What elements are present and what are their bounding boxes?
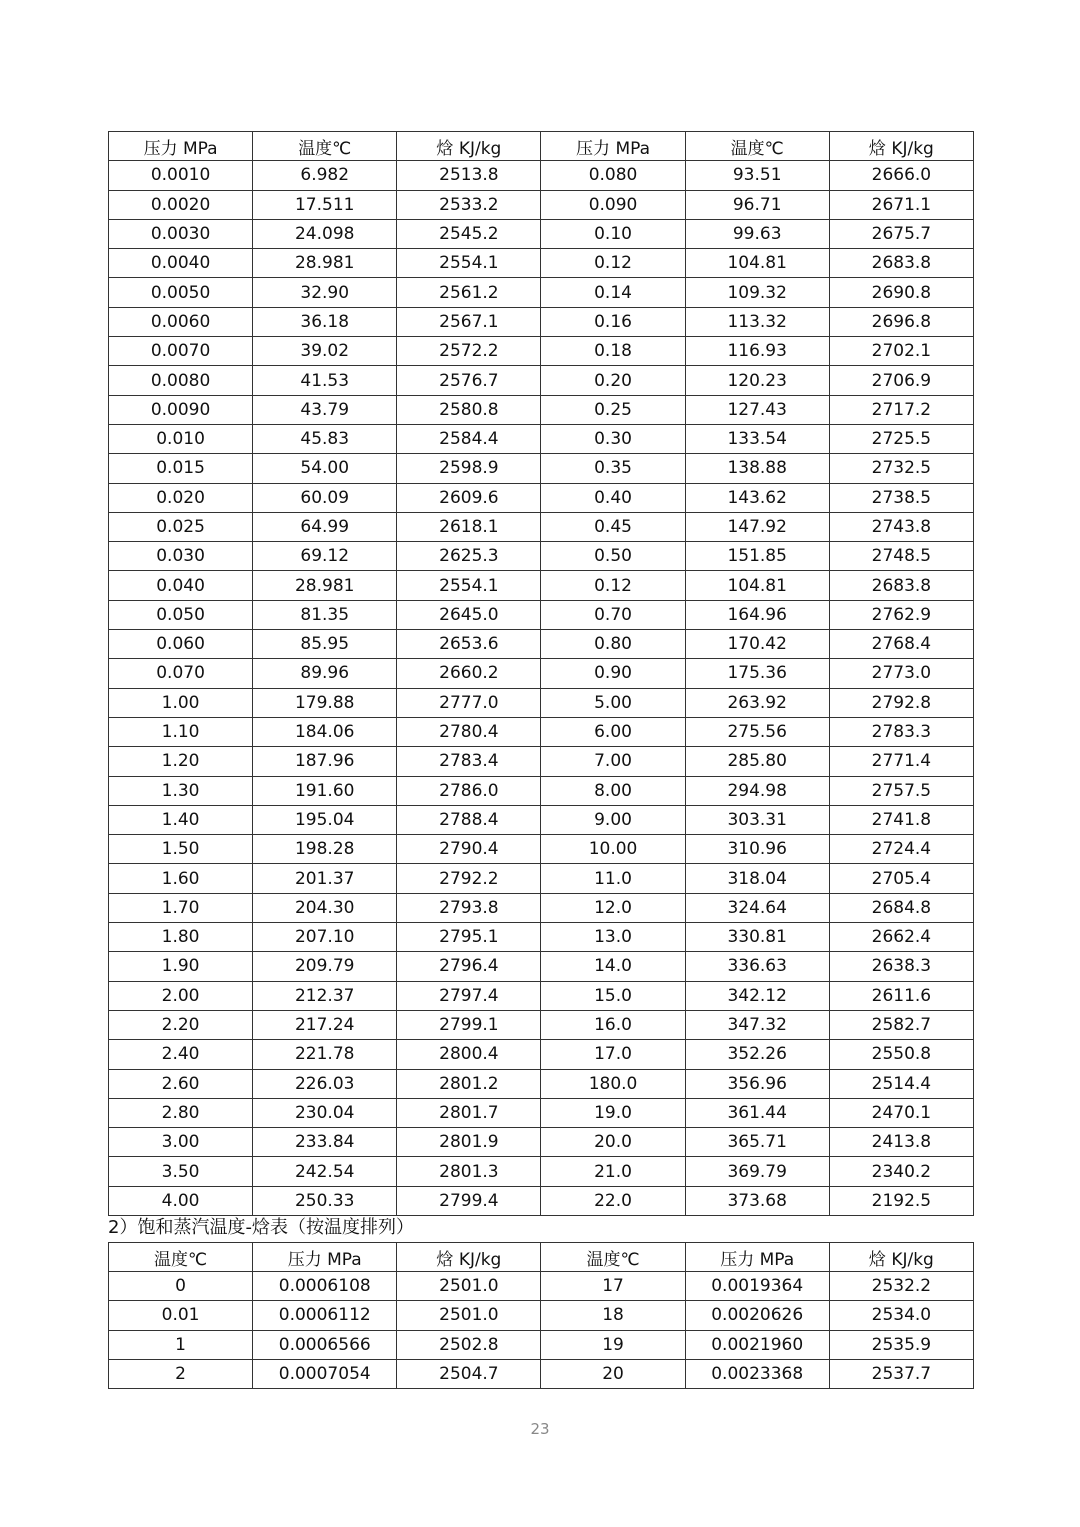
table-cell: 2683.8 — [829, 249, 973, 278]
table-cell: 0.90 — [541, 659, 685, 688]
table-cell: 0.090 — [541, 190, 685, 219]
table-cell: 0.20 — [541, 366, 685, 395]
table-row — [109, 1098, 974, 1127]
table-cell: 93.51 — [685, 161, 829, 190]
table-cell: 0.70 — [541, 600, 685, 629]
table-cell: 212.37 — [253, 981, 397, 1010]
column-header: 温度℃ — [685, 132, 829, 161]
table-cell: 1.70 — [109, 893, 253, 922]
table-cell: 2.20 — [109, 1010, 253, 1039]
table-row — [109, 600, 974, 629]
table-cell: 207.10 — [253, 923, 397, 952]
table-cell: 96.71 — [685, 190, 829, 219]
table-cell: 2706.9 — [829, 366, 973, 395]
table-cell: 2800.4 — [397, 1040, 541, 1069]
table-cell: 16.0 — [541, 1010, 685, 1039]
table-cell: 242.54 — [253, 1157, 397, 1186]
table-cell: 2732.5 — [829, 454, 973, 483]
table-cell: 17.0 — [541, 1040, 685, 1069]
table-cell: 0.0020 — [109, 190, 253, 219]
table-cell: 2 — [109, 1359, 253, 1388]
table-cell: 19.0 — [541, 1098, 685, 1127]
table-cell: 191.60 — [253, 776, 397, 805]
table-cell: 198.28 — [253, 835, 397, 864]
table-row — [109, 571, 974, 600]
table-cell: 2580.8 — [397, 395, 541, 424]
table-cell: 2773.0 — [829, 659, 973, 688]
table-cell: 22.0 — [541, 1186, 685, 1215]
table-cell: 2792.8 — [829, 688, 973, 717]
table-cell: 0.015 — [109, 454, 253, 483]
table-cell: 336.63 — [685, 952, 829, 981]
table-row — [109, 219, 974, 248]
table-row — [109, 1157, 974, 1186]
table-cell: 69.12 — [253, 542, 397, 571]
table-cell: 13.0 — [541, 923, 685, 952]
table-cell: 7.00 — [541, 747, 685, 776]
table-row — [109, 483, 974, 512]
table-cell: 0.0040 — [109, 249, 253, 278]
table-cell: 2554.1 — [397, 249, 541, 278]
table-cell: 1.40 — [109, 805, 253, 834]
table-cell: 2550.8 — [829, 1040, 973, 1069]
table-cell: 1.30 — [109, 776, 253, 805]
table-row — [109, 981, 974, 1010]
table-cell: 2598.9 — [397, 454, 541, 483]
column-header: 焓 KJ/kg — [397, 132, 541, 161]
table-cell: 0.020 — [109, 483, 253, 512]
column-header: 温度℃ — [253, 132, 397, 161]
table-cell: 2513.8 — [397, 161, 541, 190]
table-cell: 147.92 — [685, 512, 829, 541]
table-cell: 1.50 — [109, 835, 253, 864]
table-cell: 0.12 — [541, 571, 685, 600]
table-cell: 3.00 — [109, 1128, 253, 1157]
column-header: 压力 MPa — [109, 132, 253, 161]
table-row — [109, 630, 974, 659]
table-cell: 0.50 — [541, 542, 685, 571]
column-header: 焓 KJ/kg — [829, 132, 973, 161]
table-cell: 0.0010 — [109, 161, 253, 190]
table-cell: 275.56 — [685, 717, 829, 746]
table-cell: 2762.9 — [829, 600, 973, 629]
table-cell: 1.80 — [109, 923, 253, 952]
table-cell: 81.35 — [253, 600, 397, 629]
table-cell: 2780.4 — [397, 717, 541, 746]
table-cell: 0.0050 — [109, 278, 253, 307]
table-cell: 303.31 — [685, 805, 829, 834]
table-cell: 2.40 — [109, 1040, 253, 1069]
table-cell: 17 — [541, 1272, 685, 1301]
table-cell: 184.06 — [253, 717, 397, 746]
table-cell: 0.01 — [109, 1301, 253, 1330]
table-cell: 0 — [109, 1272, 253, 1301]
table-row — [109, 893, 974, 922]
table-row — [109, 424, 974, 453]
header-row — [109, 1243, 974, 1272]
table-row — [109, 688, 974, 717]
table-cell: 2504.7 — [397, 1359, 541, 1388]
table-cell: 2537.7 — [829, 1359, 973, 1388]
table-cell: 0.0090 — [109, 395, 253, 424]
table-cell: 15.0 — [541, 981, 685, 1010]
table-cell: 2660.2 — [397, 659, 541, 688]
table-cell: 2625.3 — [397, 542, 541, 571]
table-cell: 2738.5 — [829, 483, 973, 512]
table-cell: 324.64 — [685, 893, 829, 922]
table-cell: 2340.2 — [829, 1157, 973, 1186]
table-cell: 209.79 — [253, 952, 397, 981]
table-cell: 120.23 — [685, 366, 829, 395]
table-row — [109, 161, 974, 190]
table-cell: 2.00 — [109, 981, 253, 1010]
table-cell: 2748.5 — [829, 542, 973, 571]
table-cell: 2192.5 — [829, 1186, 973, 1215]
table-cell: 285.80 — [685, 747, 829, 776]
table-row — [109, 366, 974, 395]
table-cell: 1.60 — [109, 864, 253, 893]
table-cell: 2786.0 — [397, 776, 541, 805]
table-cell: 0.080 — [541, 161, 685, 190]
table-cell: 2653.6 — [397, 630, 541, 659]
table-cell: 2618.1 — [397, 512, 541, 541]
table-row — [109, 1186, 974, 1215]
table-cell: 28.981 — [253, 249, 397, 278]
table-cell: 0.80 — [541, 630, 685, 659]
table-cell: 32.90 — [253, 278, 397, 307]
table-cell: 0.30 — [541, 424, 685, 453]
table-cell: 180.0 — [541, 1069, 685, 1098]
table-cell: 217.24 — [253, 1010, 397, 1039]
table-cell: 2501.0 — [397, 1301, 541, 1330]
table-cell: 250.33 — [253, 1186, 397, 1215]
table-cell: 347.32 — [685, 1010, 829, 1039]
table-row — [109, 923, 974, 952]
table-cell: 2683.8 — [829, 571, 973, 600]
table-cell: 204.30 — [253, 893, 397, 922]
table-row — [109, 776, 974, 805]
table-cell: 2792.2 — [397, 864, 541, 893]
table-cell: 226.03 — [253, 1069, 397, 1098]
table-cell: 2561.2 — [397, 278, 541, 307]
table-cell: 356.96 — [685, 1069, 829, 1098]
table-row — [109, 1330, 974, 1359]
table-cell: 2801.2 — [397, 1069, 541, 1098]
table-cell: 11.0 — [541, 864, 685, 893]
table-cell: 0.0060 — [109, 307, 253, 336]
table-cell: 0.0030 — [109, 219, 253, 248]
table-cell: 230.04 — [253, 1098, 397, 1127]
table-cell: 0.12 — [541, 249, 685, 278]
table-cell: 138.88 — [685, 454, 829, 483]
column-header: 压力 MPa — [685, 1243, 829, 1272]
table-cell: 2799.1 — [397, 1010, 541, 1039]
table-row — [109, 542, 974, 571]
table-cell: 352.26 — [685, 1040, 829, 1069]
table-cell: 1.00 — [109, 688, 253, 717]
table-cell: 1.10 — [109, 717, 253, 746]
table-cell: 2757.5 — [829, 776, 973, 805]
table-cell: 2413.8 — [829, 1128, 973, 1157]
table-cell: 2724.4 — [829, 835, 973, 864]
table-cell: 2545.2 — [397, 219, 541, 248]
table-cell: 1.90 — [109, 952, 253, 981]
table-cell: 175.36 — [685, 659, 829, 688]
table-cell: 2696.8 — [829, 307, 973, 336]
table-cell: 0.0007054 — [253, 1359, 397, 1388]
table-cell: 0.14 — [541, 278, 685, 307]
table-cell: 104.81 — [685, 571, 829, 600]
table-cell: 342.12 — [685, 981, 829, 1010]
table-cell: 2796.4 — [397, 952, 541, 981]
table-cell: 201.37 — [253, 864, 397, 893]
table-row — [109, 1359, 974, 1388]
table-cell: 1 — [109, 1330, 253, 1359]
table-cell: 5.00 — [541, 688, 685, 717]
table-cell: 2611.6 — [829, 981, 973, 1010]
table-cell: 2783.4 — [397, 747, 541, 776]
table-cell: 0.35 — [541, 454, 685, 483]
table-cell: 1.20 — [109, 747, 253, 776]
table-cell: 60.09 — [253, 483, 397, 512]
table-row — [109, 278, 974, 307]
table-cell: 99.63 — [685, 219, 829, 248]
table-cell: 330.81 — [685, 923, 829, 952]
table-row — [109, 454, 974, 483]
table-cell: 2567.1 — [397, 307, 541, 336]
header-row — [109, 132, 974, 161]
table-cell: 2582.7 — [829, 1010, 973, 1039]
table-cell: 0.18 — [541, 337, 685, 366]
table-row — [109, 1010, 974, 1039]
column-header: 温度℃ — [541, 1243, 685, 1272]
table-cell: 0.040 — [109, 571, 253, 600]
steam-table-by-temperature — [108, 1242, 974, 1389]
table-cell: 361.44 — [685, 1098, 829, 1127]
table-cell: 2793.8 — [397, 893, 541, 922]
table-cell: 0.0019364 — [685, 1272, 829, 1301]
table-cell: 9.00 — [541, 805, 685, 834]
table-cell: 6.00 — [541, 717, 685, 746]
table-cell: 2572.2 — [397, 337, 541, 366]
table-cell: 20.0 — [541, 1128, 685, 1157]
table-cell: 43.79 — [253, 395, 397, 424]
table-row — [109, 249, 974, 278]
table-cell: 0.025 — [109, 512, 253, 541]
table-cell: 2790.4 — [397, 835, 541, 864]
table-row — [109, 1069, 974, 1098]
table-cell: 89.96 — [253, 659, 397, 688]
table-cell: 104.81 — [685, 249, 829, 278]
table-row — [109, 512, 974, 541]
table-row — [109, 805, 974, 834]
table-cell: 151.85 — [685, 542, 829, 571]
table-cell: 64.99 — [253, 512, 397, 541]
table-cell: 127.43 — [685, 395, 829, 424]
table-cell: 2799.4 — [397, 1186, 541, 1215]
table-cell: 133.54 — [685, 424, 829, 453]
table-caption: 2）饱和蒸汽温度-焓表（按温度排列） — [108, 1217, 414, 1238]
table-cell: 0.0006112 — [253, 1301, 397, 1330]
table-cell: 0.0023368 — [685, 1359, 829, 1388]
table-cell: 28.981 — [253, 571, 397, 600]
table-cell: 310.96 — [685, 835, 829, 864]
table-cell: 14.0 — [541, 952, 685, 981]
table-cell: 8.00 — [541, 776, 685, 805]
table-cell: 2533.2 — [397, 190, 541, 219]
table-cell: 109.32 — [685, 278, 829, 307]
table-cell: 21.0 — [541, 1157, 685, 1186]
table-cell: 2795.1 — [397, 923, 541, 952]
table-cell: 2532.2 — [829, 1272, 973, 1301]
column-header: 焓 KJ/kg — [397, 1243, 541, 1272]
table-cell: 45.83 — [253, 424, 397, 453]
table-cell: 2576.7 — [397, 366, 541, 395]
table-cell: 0.16 — [541, 307, 685, 336]
table-cell: 116.93 — [685, 337, 829, 366]
table-cell: 0.0070 — [109, 337, 253, 366]
table-cell: 2534.0 — [829, 1301, 973, 1330]
table-cell: 365.71 — [685, 1128, 829, 1157]
table-cell: 0.070 — [109, 659, 253, 688]
table-cell: 2.60 — [109, 1069, 253, 1098]
table-row — [109, 1272, 974, 1301]
table-cell: 2741.8 — [829, 805, 973, 834]
table-cell: 2797.4 — [397, 981, 541, 1010]
table-cell: 233.84 — [253, 1128, 397, 1157]
table-cell: 0.010 — [109, 424, 253, 453]
table-cell: 0.0006108 — [253, 1272, 397, 1301]
table-cell: 187.96 — [253, 747, 397, 776]
table-cell: 0.060 — [109, 630, 253, 659]
table-cell: 221.78 — [253, 1040, 397, 1069]
table-cell: 17.511 — [253, 190, 397, 219]
table-cell: 2788.4 — [397, 805, 541, 834]
table-cell: 2675.7 — [829, 219, 973, 248]
table-cell: 0.40 — [541, 483, 685, 512]
table-cell: 2535.9 — [829, 1330, 973, 1359]
table-cell: 0.0006566 — [253, 1330, 397, 1359]
table-cell: 39.02 — [253, 337, 397, 366]
steam-table-by-pressure — [108, 131, 974, 1216]
table-cell: 373.68 — [685, 1186, 829, 1215]
table-row — [109, 864, 974, 893]
table-cell: 263.92 — [685, 688, 829, 717]
table-row — [109, 1128, 974, 1157]
table-cell: 2671.1 — [829, 190, 973, 219]
table-cell: 2725.5 — [829, 424, 973, 453]
table-cell: 143.62 — [685, 483, 829, 512]
table-cell: 2783.3 — [829, 717, 973, 746]
table-cell: 2690.8 — [829, 278, 973, 307]
table-cell: 0.050 — [109, 600, 253, 629]
table-cell: 2470.1 — [829, 1098, 973, 1127]
table-cell: 0.45 — [541, 512, 685, 541]
table-cell: 19 — [541, 1330, 685, 1359]
table-cell: 2662.4 — [829, 923, 973, 952]
table-row — [109, 395, 974, 424]
column-header: 温度℃ — [109, 1243, 253, 1272]
table-cell: 2801.3 — [397, 1157, 541, 1186]
table-row — [109, 1301, 974, 1330]
table-cell: 2666.0 — [829, 161, 973, 190]
table-cell: 36.18 — [253, 307, 397, 336]
table-cell: 2609.6 — [397, 483, 541, 512]
table-cell: 6.982 — [253, 161, 397, 190]
table-cell: 2801.9 — [397, 1128, 541, 1157]
table-cell: 2768.4 — [829, 630, 973, 659]
table-row — [109, 659, 974, 688]
table-cell: 113.32 — [685, 307, 829, 336]
table-cell: 2702.1 — [829, 337, 973, 366]
table-cell: 2584.4 — [397, 424, 541, 453]
table-cell: 2502.8 — [397, 1330, 541, 1359]
table-cell: 2684.8 — [829, 893, 973, 922]
table-cell: 2771.4 — [829, 747, 973, 776]
table-cell: 179.88 — [253, 688, 397, 717]
table-cell: 318.04 — [685, 864, 829, 893]
table-cell: 2717.2 — [829, 395, 973, 424]
table-cell: 2705.4 — [829, 864, 973, 893]
table-row — [109, 307, 974, 336]
table-cell: 18 — [541, 1301, 685, 1330]
table-cell: 0.030 — [109, 542, 253, 571]
table-cell: 2501.0 — [397, 1272, 541, 1301]
table-row — [109, 337, 974, 366]
table-cell: 0.0021960 — [685, 1330, 829, 1359]
table-cell: 54.00 — [253, 454, 397, 483]
table-cell: 2638.3 — [829, 952, 973, 981]
table-cell: 0.25 — [541, 395, 685, 424]
table-row — [109, 1040, 974, 1069]
table-cell: 10.00 — [541, 835, 685, 864]
table-cell: 85.95 — [253, 630, 397, 659]
table-cell: 2801.7 — [397, 1098, 541, 1127]
column-header: 焓 KJ/kg — [829, 1243, 973, 1272]
table-cell: 24.098 — [253, 219, 397, 248]
table-row — [109, 190, 974, 219]
column-header: 压力 MPa — [541, 132, 685, 161]
table-cell: 2777.0 — [397, 688, 541, 717]
table-cell: 4.00 — [109, 1186, 253, 1215]
table-cell: 2.80 — [109, 1098, 253, 1127]
table-cell: 0.0080 — [109, 366, 253, 395]
table-cell: 0.10 — [541, 219, 685, 248]
table-cell: 170.42 — [685, 630, 829, 659]
table-cell: 195.04 — [253, 805, 397, 834]
table-cell: 2514.4 — [829, 1069, 973, 1098]
table-cell: 0.0020626 — [685, 1301, 829, 1330]
table-cell: 369.79 — [685, 1157, 829, 1186]
table-cell: 2645.0 — [397, 600, 541, 629]
table-row — [109, 717, 974, 746]
column-header: 压力 MPa — [253, 1243, 397, 1272]
table-row — [109, 747, 974, 776]
table-cell: 12.0 — [541, 893, 685, 922]
table-cell: 3.50 — [109, 1157, 253, 1186]
table-cell: 41.53 — [253, 366, 397, 395]
table-cell: 294.98 — [685, 776, 829, 805]
table-cell: 2743.8 — [829, 512, 973, 541]
table-cell: 164.96 — [685, 600, 829, 629]
page-number: 23 — [530, 1420, 550, 1438]
table-row — [109, 835, 974, 864]
table-cell: 2554.1 — [397, 571, 541, 600]
table-row — [109, 952, 974, 981]
table-cell: 20 — [541, 1359, 685, 1388]
